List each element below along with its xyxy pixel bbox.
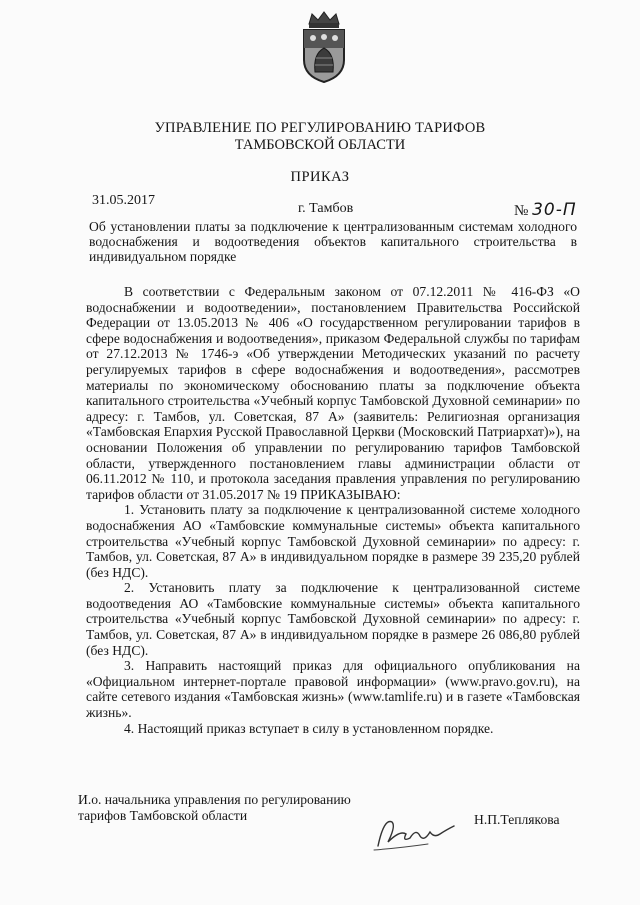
- handwritten-signature: [370, 808, 460, 856]
- document-city: г. Тамбов: [298, 201, 354, 216]
- document-type: ПРИКАЗ: [290, 169, 350, 185]
- signatory-title: [78, 792, 351, 823]
- order-item-4: 4. Настоящий приказ вступает в силу в установленном порядке.: [124, 720, 494, 736]
- authority-name-line2: ТАМБОВСКОЙ ОБЛАСТИ: [234, 137, 406, 153]
- order-item-1: 1. Установить плату за подключение к централизованной системе холодного водоснабжения АО «Тамбовские коммунальные системы» объекта капитального строительства «Учебный корпус Тамбовской Духовной семинарии» по адресу: г. Тамбов, ул. Советская, 87 А» в индивидуальном порядке в размере 39 235,20 рублей (без НДС).: [86, 502, 580, 580]
- preamble-paragraph: В соответствии с Федеральным законом от 07.12.2011 № 416-ФЗ «О водоснабжении и водоотведении», постановлением Правительства Российской Федерации от 13.05.2013 № 406 «О государственном регулировании тарифов в сфере водоснабжения и водоотведения», приказом Федеральной службы по тарифам от 27.12.2013 № 1746-э «Об утверждении Методических указаний по расчету регулируемых тарифов в сфере водоснабжения и водоотведения», рассмотрев материалы по экономическому обоснованию платы за подключение объекта капитального строительства «Учебный корпус Тамбовской Духовной семинарии» по адресу: г. Тамбов, ул. Советская, 87 А» (заявитель: Религиозная организация «Тамбовская Епархия Русской Православной Церкви (Московский Патриархат)»), на основании Положения об управлении по регулированию тарифов Тамбовской области, утвержденного постановлением главы администрации области от 06.11.2012 № 110, и протокола заседания правления управления по регулированию тарифов области от 31.05.2017 № 19 ПРИКАЗЫВАЮ:: [86, 284, 580, 502]
- signatory-title-line1: И.о. начальника управления по регулированию: [78, 792, 351, 807]
- order-item-2: 2. Установить плату за подключение к централизованной системе водоотведения АО «Тамбовские коммунальные системы» объекта капитального строительства «Учебный корпус Тамбовской Духовной семинарии» по адресу: г. Тамбов, ул. Советская, 87 А» в индивидуальном порядке в размере 26 086,80 рублей (без НДС).: [86, 580, 580, 658]
- signatory-title-line2: тарифов Тамбовской области: [78, 807, 248, 823]
- coat-of-arms-icon: [296, 10, 352, 84]
- number-sign: №: [514, 203, 529, 219]
- order-item-3: 3. Направить настоящий приказ для официального опубликования на «Официальном интернет-портале правовой информации» (www.pravo.gov.ru), на сайте сетевого издания «Тамбовская жизнь» (www.tamlife.ru) и в газете «Тамбовская жизнь».: [86, 658, 580, 721]
- document-date: 31.05.2017: [92, 193, 155, 208]
- document-subject: Об установлении платы за подключение к централизованным системам холодного водоснабжения и водоотведения объектов капитального строительства в индивидуальном порядке: [89, 219, 577, 264]
- handwritten-number: 30-П: [532, 200, 577, 220]
- document-number: [514, 200, 577, 220]
- authority-name-line1: УПРАВЛЕНИЕ ПО РЕГУЛИРОВАНИЮ ТАРИФОВ: [154, 120, 486, 136]
- signatory-name: Н.П.Теплякова: [474, 812, 560, 827]
- document-body: [86, 284, 580, 736]
